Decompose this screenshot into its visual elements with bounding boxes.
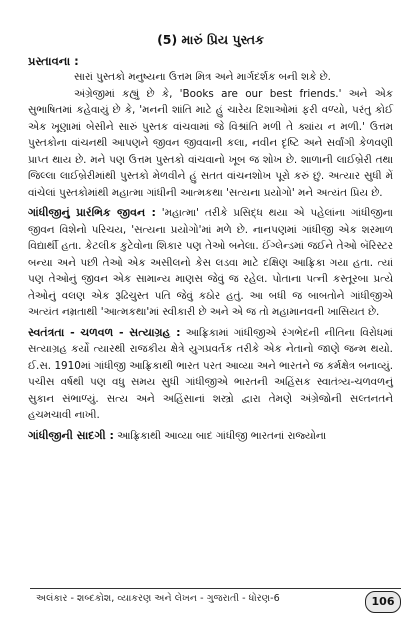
- simplicity-text: આફ્રિકાથી આવ્યા બાદ ગાંધીજી ભારતનાં રાજ્યોના: [113, 429, 327, 442]
- page-title: (5) મારું પ્રિય પુસ્તક: [157, 32, 264, 47]
- intro-paragraph: અંગ્રેજીમાં કહ્યું છે કે, 'Books are our best friends.' અને એક સુભાષિતમાં કહેવાયું છે કે, 'મનની શાંતિ માટે હું ચારેય દિશાઓમાં ફરી વળ્યો, પરંતુ કોઈ એક ખૂણામાં બેસીને સારું પુસ્તક વાંચવામાં જે વિશ્રાંતિ મળી તે ક્યાંય ન મળી.' ઉત્તમ પુસ્તકોના વાંચનથી આપણને જીવન જીવવાની કલા, નવીન દૃષ્ટિ અને સર્વાંગી કેળવણી પ્રાપ્ત થાય છે. મને પણ ઉત્તમ પુસ્તકો વાંચવાનો ખૂબ જ શોખ છે. શાળાની લાઈબ્રેરી તથા જિલ્લા લાઈબ્રેરીમાંથી પુસ્તકો મેળવીને હું સતત વાંચનશોખ પૂરો કરું છું. અત્યાર સુધી મેં વાંચેલાં પુસ્તકોમાંથી મહાત્મા ગાંધીની આત્મકથા 'સત્યના પ્રયોગો' મને અત્યંત પ્રિય છે.: [28, 87, 393, 199]
- early-life-text: 'મહાત્મા' તરીકે પ્રસિદ્ધ થયા એ પહેલાંના ગાંધીજીના જીવન વિશેનો પરિચય, 'સત્યના પ્રયોગો'માં મળે છે. નાનપણમાં ગાંધીજી એક શરમાળ વિદ્યાર્થી હતા. કેટલીક કુટેવોના શિકાર પણ તેઓ બનેલા. ઈંગ્લેન્ડમાં જઈને તેઓ બૅરિસ્ટર બન્યા અને પછી તેઓ એક અસીલનો કેસ લડવા માટે દક્ષિણ આફ્રિકા ગયા હતા. ત્યાં પણ તેઓનું જીવન એક સામાન્ય માણસ જેવું જ રહેલ. પોતાના પત્ની કસ્તૂરબા પ્રત્યે તેઓનું વલણ એક રૂઢિચુસ્ત પતિ જેવું કઠોર હતું. આ બધી જ બાબતોને ગાંધીજીએ અત્યંત નમ્રતાથી 'આત્મકથા'માં સ્વીકારી છે અને એ જ તો મહામાનવની ખાસિયત છે.: [28, 207, 393, 318]
- early-life-heading: ગાંધીજીનું પ્રારંભિક જીવન :: [28, 206, 156, 219]
- simplicity-heading: ગાંધીજીની સાદગી :: [28, 428, 114, 442]
- page-footer: [30, 588, 401, 611]
- footer-book-title: અલંકાર - શબ્દકોશ, વ્યાકરણ અને લેખન - ગુજરાતી - ધોરણ-6: [36, 593, 280, 604]
- intro-line-1: સારાં પુસ્તકો મનુષ્યના ઉત્તમ મિત્ર અને માર્ગદર્શક બની શકે છે.: [74, 71, 331, 83]
- freedom-paragraph: [28, 325, 393, 424]
- freedom-heading: સ્વતંત્રતા - ચળવળ - સત્યાગ્રહ :: [28, 325, 181, 339]
- page-number-badge: 106: [365, 591, 401, 613]
- intro-heading: પ્રસ્તાવના :: [28, 54, 79, 68]
- early-life-paragraph: [28, 205, 393, 321]
- freedom-text: આફ્રિકામાં ગાંધીજીએ રંગભેદની નીતિના વિરોધમાં સત્યાગ્રહ કર્યો ત્યારથી રાજકીય ક્ષેત્રે યુગપ્રવર્તક તરીકે એક નેતાનો જાણે જન્મ થયો. ઈ.સ. 1910માં ગાંધીજી આફ્રિકાથી ભારત પરત આવ્યા અને ભારતને જ કર્મક્ષેત્ર બનાવ્યું. પચીસ વર્ષથી પણ વધુ સમય સુધી ગાંધીજીએ ભારતની અહિંસક સ્વાતંત્ર્ય-ચળવળનું સુકાન સંભાળ્યું. સત્ય અને અહિંસાનાં શસ્ત્રો દ્વારા તેમણે અંગ્રેજોની સલ્તનતને હચમચાવી નાખી.: [28, 326, 393, 421]
- simplicity-paragraph: [28, 428, 393, 445]
